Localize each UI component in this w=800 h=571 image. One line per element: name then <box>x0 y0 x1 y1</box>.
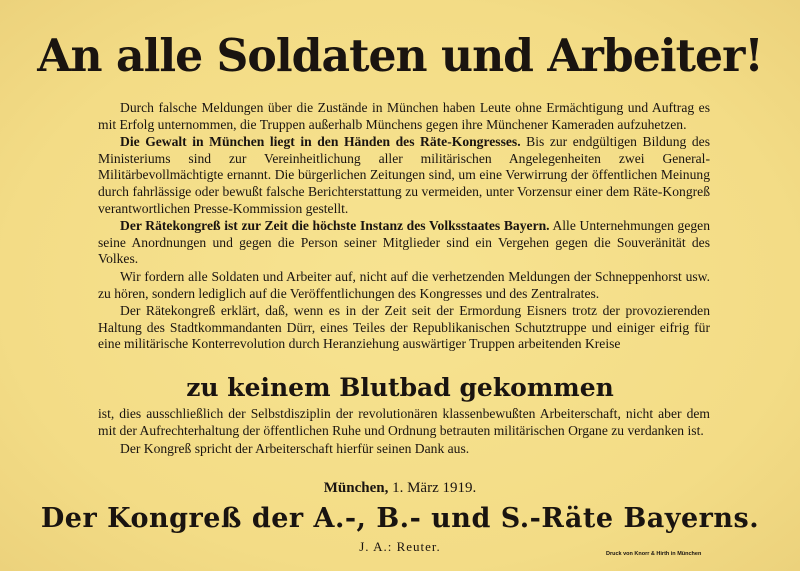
printer-imprint: Druck von Knorr & Hirth in München <box>606 551 702 557</box>
poster-title: An alle Soldaten und Arbeiter! <box>37 29 763 82</box>
paragraph-3-text: Alle Unternehmungen gegen seine Anordnungen und gegen die Person seiner Mitglieder sind ein Vergehen gegen die Souveränität des Volkes. <box>98 218 710 267</box>
paragraph-7: Der Kongreß spricht der Arbeiterschaft hierfür seinen Dank aus. <box>120 441 470 457</box>
paragraph-6: ist, dies ausschließlich der Selbstdisziplin der revolutionären klassenbewußten Arbeiterschaft, nicht aber dem mit der Aufrechterhaltung der öffentlichen Ruhe und Ordnung betrauten militärischen Organe zu verdanken ist. <box>98 406 710 438</box>
signature: Der Kongreß der A.-, B.- und S.-Räte Bayerns. <box>40 503 760 534</box>
date-line <box>0 480 800 497</box>
emphasis-line: zu keinem Blutbad gekommen <box>186 373 614 402</box>
paragraph-4: Wir fordern alle Soldaten und Arbeiter auf, nicht auf die verhetzenden Meldungen der Schneppenhorst usw. zu hören, sondern lediglich auf die Veröffentlichungen des Kongresses und des Zentralrates. <box>98 268 710 301</box>
paragraph-3-heading: Der Rätekongreß ist zur Zeit die höchste Instanz des Volksstaates Bayern. <box>120 218 550 234</box>
paragraph-2-text: Bis zur endgültigen Bildung des Ministeriums sind zur Vereinheitlichung aller militärischen Angelegenheiten zwei General-Militärbevollmächtigte ernannt. Die bürgerlichen Zeitungen sind, um eine Verwirrung der öffentlichen Meinung durch fahrlässige oder bewußt falsche Berichterstattung zu vermeiden, unter Vorzensur einer dem Räte-Kongreß verantwortlichen Presse-Kommission gestellt. <box>98 134 710 216</box>
signatory: J. A.: Reuter. <box>359 539 441 554</box>
paragraph-1: Durch falsche Meldungen über die Zustände in München haben Leute ohne Ermächtigung und Auftrag es mit Erfolg unternommen, die Truppen außerhalb Münchens gegen ihre Münchener Kameraden aufzuhetzen. <box>98 100 710 132</box>
poster-body-continued <box>98 406 710 460</box>
poster-body <box>98 100 710 354</box>
paragraph-5: Der Rätekongreß erklärt, daß, wenn es in der Zeit seit der Ermordung Eisners trotz der provozierenden Haltung des Stadtkommandanten Dürr, eines Teiles der Republikanischen Schutztruppe und einiger eifrig für eine militärische Konterrevolution durch Heranziehung auswärtiger Truppen arbeitenden Kreise <box>98 303 710 352</box>
date-value: 1. März 1919. <box>388 480 477 496</box>
date-place: München, <box>323 480 389 496</box>
paragraph-3 <box>98 218 710 268</box>
paragraph-2-heading: Die Gewalt in München liegt in den Händen des Räte-Kongresses. <box>120 134 521 150</box>
paragraph-2 <box>98 134 710 217</box>
